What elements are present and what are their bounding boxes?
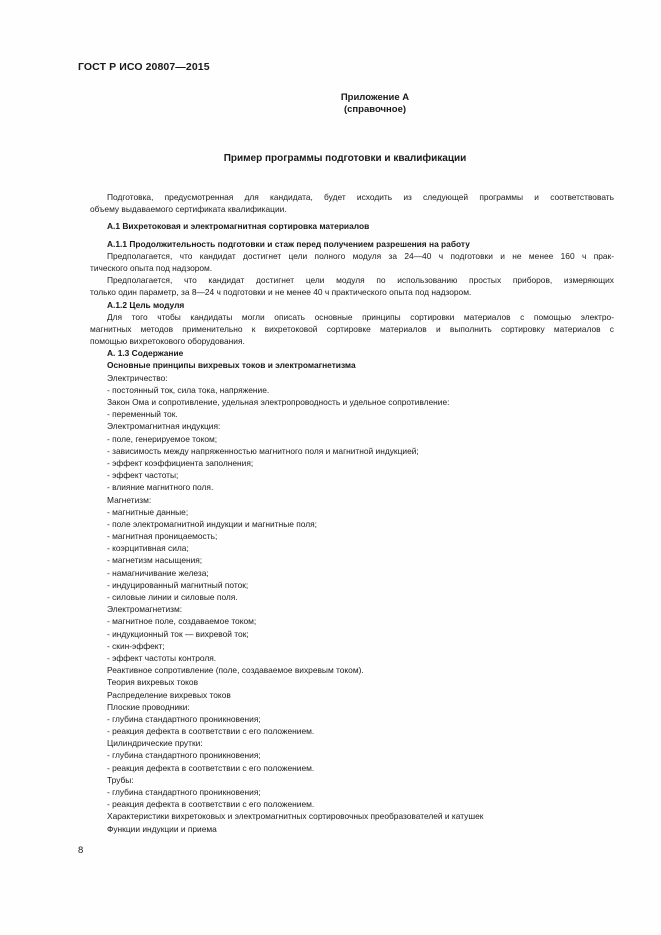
list-item: - зависимость между напряженностью магнитного поля и магнитной индукцией; bbox=[107, 445, 419, 456]
list-item: Функции индукции и приема bbox=[107, 823, 217, 834]
list-item: - глубина стандартного проникновения; bbox=[107, 713, 261, 724]
content-heading: Основные принципы вихревых токов и электромагнетизма bbox=[107, 360, 356, 371]
list-item: - реакция дефекта в соответствии с его положением. bbox=[107, 726, 315, 737]
document-body bbox=[90, 191, 614, 835]
list-item: - постоянный ток, сила тока, напряжение. bbox=[107, 384, 270, 395]
subsection-heading: А. 1.3 Содержание bbox=[107, 348, 184, 359]
list-item: - глубина стандартного проникновения; bbox=[107, 787, 261, 797]
paragraph-line: Для того чтобы кандидаты могли описать основные принципы сортировки материалов с помощью электро- bbox=[107, 311, 614, 322]
list-item: - реакция дефекта в соответствии с его положением. bbox=[107, 762, 315, 773]
list-item: - влияние магнитного поля. bbox=[107, 482, 214, 493]
paragraph-line: только один параметр, за 8—24 ч подготовки и не менее 40 ч практического опыта под надзором. bbox=[90, 287, 472, 298]
intro-paragraph-line: объему выдаваемого сертификата квалификации. bbox=[90, 204, 287, 215]
list-item: - скин-эффект; bbox=[107, 640, 165, 651]
content-list bbox=[90, 372, 614, 835]
list-item: - магнетизм насыщения; bbox=[107, 555, 203, 566]
list-item: Реактивное сопротивление (поле, создаваемое вихревым током). bbox=[107, 665, 364, 676]
list-item: - поле, генерируемое током; bbox=[107, 433, 218, 444]
paragraph-line: Предполагается, что кандидат достигнет цели полного модуля за 24—40 ч подготовки и не менее 160 ч прак- bbox=[107, 250, 614, 261]
list-item: Электромагнитная индукция: bbox=[107, 421, 221, 432]
list-item: Магнетизм: bbox=[107, 494, 152, 505]
list-item: Электромагнетизм: bbox=[107, 604, 183, 615]
list-item: - поле электромагнитной индукции и магнитные поля; bbox=[107, 518, 317, 529]
list-item: - магнитные данные; bbox=[107, 506, 189, 517]
list-item: - эффект частоты; bbox=[107, 470, 179, 481]
list-item: Электричество: bbox=[107, 372, 168, 383]
standard-header: ГОСТ Р ИСО 20807—2015 bbox=[78, 61, 210, 73]
list-item: Плоские проводники: bbox=[107, 701, 190, 712]
subsection-heading: А.1.1 Продолжительность подготовки и стаж перед получением разрешения на работу bbox=[107, 238, 470, 249]
list-item: - силовые линии и силовые поля. bbox=[107, 592, 238, 602]
list-item: Характеристики вихретоковых и электромагнитных сортировочных преобразователей и катушек bbox=[107, 811, 484, 822]
appendix-label: Приложение А bbox=[340, 92, 410, 103]
list-item: Теория вихревых токов bbox=[107, 677, 199, 688]
paragraph-line: помощью вихретокового оборудования. bbox=[90, 336, 245, 347]
list-item: - глубина стандартного проникновения; bbox=[107, 750, 261, 761]
paragraph-line: магнитных методов применительно к вихретоковой сортировке материалов и выполнить сортировку материалов с bbox=[90, 323, 614, 334]
list-item: - эффект частоты контроля. bbox=[107, 652, 217, 663]
paragraph-line: Предполагается, что кандидат достигнет цели модуля по использованию простых приборов, измеряющих bbox=[107, 275, 614, 286]
section-heading: А.1 Вихретоковая и электромагнитная сортировка материалов bbox=[107, 221, 370, 232]
list-item: - индукционный ток — вихревой ток; bbox=[107, 628, 249, 639]
list-item: - магнитная проницаемость; bbox=[107, 531, 218, 542]
list-item: - индуцированный магнитный поток; bbox=[107, 579, 249, 590]
list-item: - коэрцитивная сила; bbox=[107, 543, 189, 554]
list-item: - намагничивание железа; bbox=[107, 567, 209, 578]
appendix-kind: (справочное) bbox=[343, 104, 407, 115]
list-item: - реакция дефекта в соответствии с его положением. bbox=[107, 799, 315, 810]
subsection-heading: А.1.2 Цель модуля bbox=[107, 299, 185, 310]
list-item: Распределение вихревых токов bbox=[107, 689, 231, 700]
page-number: 8 bbox=[78, 845, 84, 856]
paragraph-line: тического опыта под надзором. bbox=[90, 262, 213, 273]
intro-paragraph-line: Подготовка, предусмотренная для кандидата, будет исходить из следующей программы и соответствовать bbox=[107, 192, 614, 202]
document-title: Пример программы подготовки и квалификации bbox=[223, 153, 467, 164]
list-item: Закон Ома и сопротивление, удельная электропроводность и удельное сопротивление: bbox=[107, 397, 450, 407]
list-item: - магнитное поле, создаваемое током; bbox=[107, 616, 257, 627]
list-item: - переменный ток. bbox=[107, 409, 178, 420]
list-item: - эффект коэффициента заполнения; bbox=[107, 457, 254, 468]
list-item: Трубы: bbox=[107, 774, 134, 785]
list-item: Цилиндрические прутки: bbox=[107, 738, 203, 749]
